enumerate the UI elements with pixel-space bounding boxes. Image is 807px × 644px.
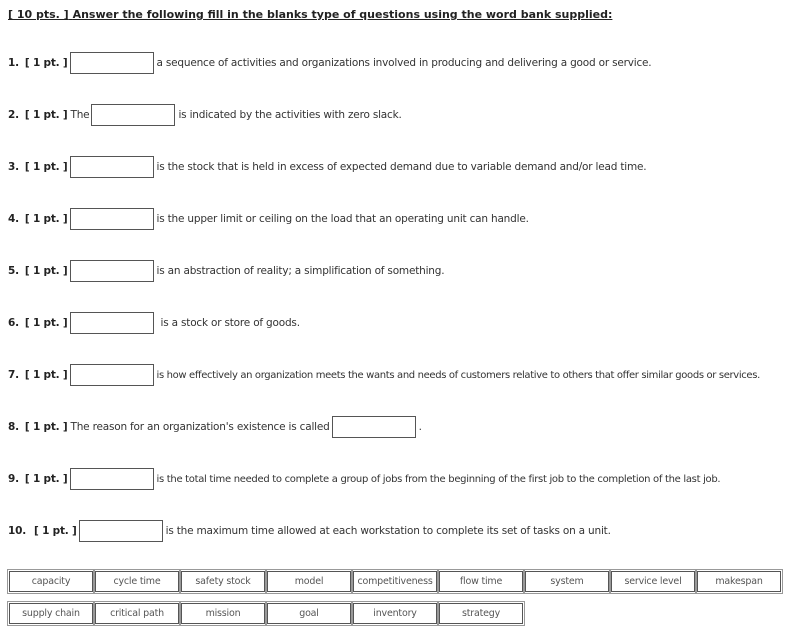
question-text: is the stock that is held in excess of expected demand due to variable demand and/or lead time. <box>156 161 647 173</box>
answer-blank-4[interactable] <box>70 208 154 230</box>
question-text: is a stock or store of goods. <box>160 317 300 329</box>
answer-blank-5[interactable] <box>70 260 154 282</box>
question-text: . <box>418 421 422 433</box>
question-number: 7. <box>8 369 19 381</box>
question-7 <box>8 364 760 386</box>
question-points: [ 1 pt. ] <box>24 57 68 69</box>
word-bank-item[interactable]: service level <box>611 571 695 592</box>
question-text: is how effectively an organization meets the wants and needs of customers relative to others that offer similar goods or services. <box>156 369 760 381</box>
question-9 <box>8 468 720 490</box>
word-bank-item[interactable]: strategy <box>439 603 523 624</box>
question-1 <box>8 52 651 74</box>
question-number: 3. <box>8 161 19 173</box>
word-bank-item[interactable]: cycle time <box>95 571 179 592</box>
question-prefix: The reason for an organization's existence is called <box>70 421 330 433</box>
question-number: 5. <box>8 265 19 277</box>
question-points: [ 1 pt. ] <box>24 369 68 381</box>
question-points: [ 1 pt. ] <box>24 161 68 173</box>
answer-blank-8[interactable] <box>332 416 416 438</box>
word-bank-item[interactable]: goal <box>267 603 351 624</box>
question-5 <box>8 260 444 282</box>
word-bank-item[interactable]: flow time <box>439 571 523 592</box>
header-instruction: Answer the following fill in the blanks type of questions using the word bank supplied: <box>72 8 613 21</box>
word-bank-item[interactable]: mission <box>181 603 265 624</box>
question-text: is indicated by the activities with zero slack. <box>178 109 402 121</box>
question-number: 9. <box>8 473 19 485</box>
answer-blank-1[interactable] <box>70 52 154 74</box>
answer-blank-2[interactable] <box>91 104 175 126</box>
question-points: [ 1 pt. ] <box>34 525 77 537</box>
question-number: 8. <box>8 421 19 433</box>
answer-blank-10[interactable] <box>79 520 163 542</box>
question-number: 4. <box>8 213 19 225</box>
question-points: [ 1 pt. ] <box>24 421 68 433</box>
question-points: [ 1 pt. ] <box>24 109 68 121</box>
question-text: is the upper limit or ceiling on the load that an operating unit can handle. <box>156 213 529 225</box>
answer-blank-6[interactable] <box>70 312 154 334</box>
answer-blank-3[interactable] <box>70 156 154 178</box>
question-points: [ 1 pt. ] <box>24 473 68 485</box>
question-2 <box>8 104 402 126</box>
question-points: [ 1 pt. ] <box>24 317 68 329</box>
question-text: is an abstraction of reality; a simplification of something. <box>156 265 445 277</box>
question-text: a sequence of activities and organizations involved in producing and delivering a good or service. <box>156 57 652 69</box>
question-points: [ 1 pt. ] <box>24 265 68 277</box>
word-bank-item[interactable]: makespan <box>697 571 781 592</box>
question-text: is the maximum time allowed at each workstation to complete its set of tasks on a unit. <box>165 525 611 537</box>
word-bank-item[interactable]: system <box>525 571 609 592</box>
question-points: [ 1 pt. ] <box>24 213 68 225</box>
word-bank-item[interactable]: critical path <box>95 603 179 624</box>
header-points: [ 10 pts. ] <box>8 8 69 21</box>
question-number: 6. <box>8 317 19 329</box>
question-10 <box>8 520 611 542</box>
answer-blank-9[interactable] <box>70 468 154 490</box>
word-bank-item[interactable]: capacity <box>9 571 93 592</box>
word-bank-item[interactable]: safety stock <box>181 571 265 592</box>
question-number: 10. <box>8 525 27 537</box>
question-8 <box>8 416 422 438</box>
word-bank-item[interactable]: inventory <box>353 603 437 624</box>
question-number: 1. <box>8 57 19 69</box>
question-prefix: The <box>70 109 90 121</box>
answer-blank-7[interactable] <box>70 364 154 386</box>
question-3 <box>8 156 646 178</box>
word-bank-item[interactable]: supply chain <box>9 603 93 624</box>
question-6 <box>8 312 300 334</box>
question-4 <box>8 208 529 230</box>
word-bank-item[interactable]: model <box>267 571 351 592</box>
question-number: 2. <box>8 109 19 121</box>
word-bank-item[interactable]: competitiveness <box>353 571 437 592</box>
page-header <box>8 8 612 21</box>
question-text: is the total time needed to complete a group of jobs from the beginning of the first job to the completion of the last job. <box>156 473 721 485</box>
